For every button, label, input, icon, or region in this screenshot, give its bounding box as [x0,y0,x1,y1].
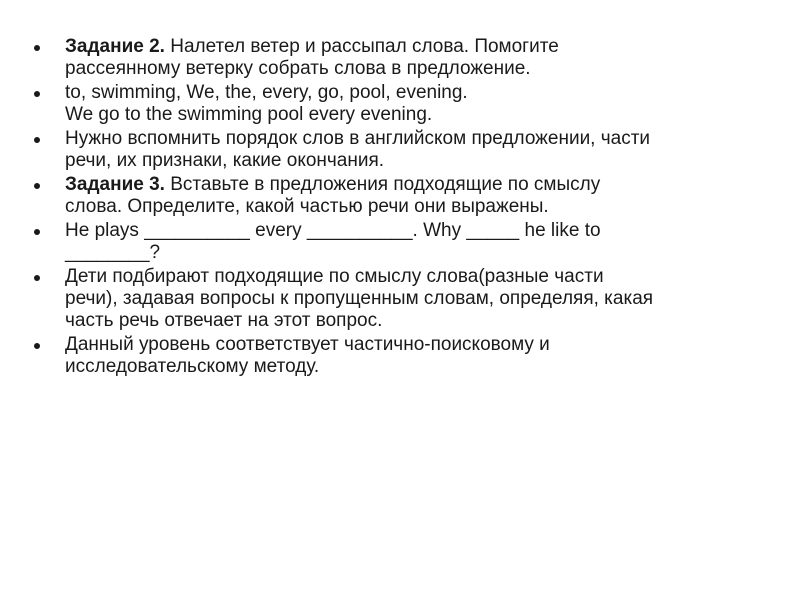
bullet-list [34,36,774,380]
list-item-fill-blanks [34,220,774,264]
word-order-line-2: речи, их признаки, какие окончания. [65,150,385,171]
fill-blanks-line-1: He plays __________ every __________. Why _____ he like to [65,220,601,241]
bullet-icon [34,275,40,281]
scrambled-words-text: to, swimming, We, the, every, go, pool, evening. [65,82,468,103]
task-2-line-1 [65,36,774,58]
word-order-line-1: Нужно вспомнить порядок слов в английском предложении, части [65,128,651,149]
children-note-line-1: Дети подбирают подходящие по смыслу слова(разные части [65,266,604,287]
bullet-icon [34,343,40,349]
bullet-icon [34,137,40,143]
bullet-icon [34,183,40,189]
bullet-icon [34,91,40,97]
task-3-text: Вставьте в предложения подходящие по смыслу [164,174,601,195]
fill-blanks-line-2: ________? [65,242,161,263]
list-item-method-note [34,334,774,378]
method-note-line-1: Данный уровень соответствует частично-поисковому и [65,334,550,355]
method-note-line-2: исследовательскому методу. [65,356,320,377]
list-item-word-order-note [34,128,774,172]
task-3-line-1 [65,174,774,196]
list-item-task-2 [34,36,774,80]
task-3-line-2: слова. Определите, какой частью речи они выражены. [65,196,549,217]
children-note-line-3: часть речь отвечает на этот вопрос. [65,310,383,331]
task-2-line-2: рассеянному ветерку собрать слова в предложение. [65,58,531,79]
answer-sentence-text: We go to the swimming pool every evening. [65,104,433,125]
task-2-heading: Задание 2. [65,36,165,57]
task-2-text: Налетел ветер и рассыпал слова. Помогите [164,36,559,57]
bullet-icon [34,229,40,235]
list-item-children-note [34,266,774,332]
children-note-line-2: речи), задавая вопросы к пропущенным словам, определяя, какая [65,288,654,309]
bullet-icon [34,45,40,51]
task-3-heading: Задание 3. [65,174,165,195]
list-item-task-3 [34,174,774,218]
list-item-scrambled-words [34,82,774,126]
